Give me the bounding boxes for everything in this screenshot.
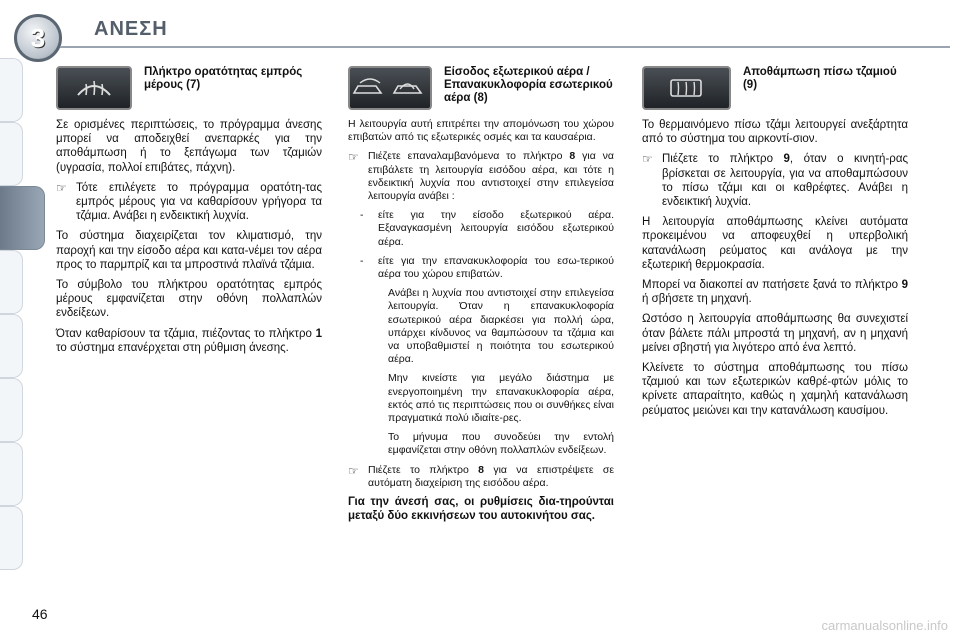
note-paragraph: Το μήνυμα που συνοδεύει την εντολή εμφανίζεται στην οθόνη πολλαπλών ενδείξεων. (388, 431, 614, 457)
text-run: Πιέζετε επαναλαμβανόμενα το πλήκτρο (368, 150, 570, 163)
paragraph: Κλείνετε το σύστημα αποθάμπωσης του πίσω τζαμιού και των εξωτερικών καθρέ-φτών μόλις το κρίνετε απαραίτητο, καθώς η χαμηλή κατανάλωση ρεύματος μειώνει και την κατανάλωση καυσίμου. (642, 362, 908, 417)
chapter-tab[interactable] (0, 506, 23, 570)
instruction-item (56, 181, 322, 224)
chapter-tab[interactable] (0, 58, 23, 122)
chapter-tab[interactable] (0, 250, 23, 314)
recirculation-button-image (348, 66, 432, 110)
pointing-hand-icon: ☞ (642, 152, 653, 167)
paragraph: Το σύμβολο του πλήκτρου ορατότητας εμπρός μέρους εμφανίζεται στην οθόνη πολλαπλών ενδείξεων. (56, 279, 322, 320)
column-rear-demist (642, 66, 908, 424)
instruction-text: Τότε επιλέγετε το πρόγραμμα ορατότη-τας εμπρός μέρους για να καθαρίσουν γρήγορα τα τζάμια. Ανάβει η ενδεικτική λυχνία. (76, 181, 322, 223)
text-run: ή σβήσετε τη μηχανή. (642, 293, 752, 306)
rear-demist-button-image (642, 66, 731, 110)
paragraph: Το σύστημα διαχειρίζεται τον κλιματισμό, την παροχή και την είσοδο αέρα και κατα-νέμει τον αέρα προς το παρμπρίζ και τα μπροστινά πλαϊνά τζάμια. (56, 230, 322, 271)
page-number: 46 (32, 606, 48, 622)
button-number: 9 (783, 153, 790, 166)
paragraph (56, 327, 322, 355)
paragraph: Το θερμαινόμενο πίσω τζάμι λειτουργεί ανεξάρτητα από το σύστημα του αιρκοντί-σιον. (642, 119, 908, 146)
text-run: , όταν ο κινητή-ρας βρίσκεται σε λειτουργία, για να αποθαμπώσουν το πίσω τζάμι και οι καθρέφτες. Ανάβει η ενδεικτική λυχνία. (662, 153, 909, 209)
chapter-tab[interactable] (0, 122, 23, 186)
chapter-tab[interactable] (0, 378, 23, 442)
button-number: 8 (569, 150, 576, 163)
chapter-tab[interactable] (0, 442, 23, 506)
front-demist-icon (74, 75, 114, 101)
pointing-hand-icon: ☞ (348, 463, 359, 478)
text-run: για να επιβάλετε τη λειτουργία εισόδου αέρα, και τότε η ενδεικτική λυχνία που αντιστοιχεί στην επιλεγείσα λειτουργία ανάβει : (368, 150, 615, 203)
note-paragraph: Ανάβει η λυχνία που αντιστοιχεί στην επιλεγείσα λειτουργία. Όταν η επανακυκλοφορία εσωτερικού αέρα διαρκέσει για πολλή ώρα, υπάρχει κίνδυνος να θαμπώσουν τα τζάμια και να υποβαθμιστεί η ποιότητα του εσωτερικού αέρα. (388, 287, 614, 366)
button-number: 9 (901, 279, 908, 292)
chapter-tabs (0, 0, 26, 640)
header-divider (60, 46, 950, 48)
pointing-hand-icon: ☞ (348, 150, 359, 165)
option-item: - είτε για την επανακυκλοφορία του εσω-τερικού αέρα του χώρου επιβατών. (360, 254, 614, 281)
chapter-tab-active[interactable] (0, 186, 45, 250)
paragraph: Σε ορισμένες περιπτώσεις, το πρόγραμμα άνεσης μπορεί να αποδειχθεί ανεπαρκές για την αποθάμπωση ή το ξεπάγωμα των τζαμιών (υγρασία, πολλοί επιβάτες, πάχνη). (56, 119, 322, 174)
instruction-item (348, 150, 614, 203)
paragraph: Ωστόσο η λειτουργία αποθάμπωσης θα συνεχιστεί όταν βάλετε πάλι μπροστά τη μηχανή, αν η μηχανή μείνει σβηστή για λιγότερο από ένα λεπτό. (642, 313, 908, 354)
instruction-text (368, 150, 614, 203)
text-run: Πιέζετε το πλήκτρο (662, 153, 784, 166)
section-heading: Είσοδος εξωτερικού αέρα / Επανακυκλοφορία εσωτερικού αέρα (8) (444, 66, 613, 104)
column-front-visibility (56, 66, 322, 361)
instruction-text (662, 152, 908, 209)
text-run: το σύστημα επανέρχεται στη ρύθμιση άνεσης. (56, 341, 289, 354)
pointing-hand-icon: ☞ (56, 180, 67, 195)
rear-demist-icon (666, 75, 706, 101)
button-number: 8 (478, 463, 484, 476)
instruction-text (368, 464, 614, 490)
note-paragraph: Μην κινείστε για μεγάλο διάστημα με ενεργοποιημένη την επανακυκλοφορία αέρα, εκτός από τις περιπτώσεις που οι συνθήκες είναι πραγματικά πολύ ιδιαίτε-ρες. (388, 372, 614, 425)
instruction-item (642, 152, 908, 209)
chapter-tab[interactable] (0, 314, 23, 378)
section-heading: Αποθάμπωση πίσω τζαμιού (9) (742, 66, 897, 91)
closing-note: Για την άνεσή σας, οι ρυθμίσεις δια-τηρούνται μεταξύ δύο εκκινήσεων του αυτοκινήτου σας. (348, 496, 614, 522)
text-run: Πιέζετε το πλήκτρο (368, 463, 479, 476)
text-run: για να επιστρέψετε σε αυτόματη διαχείριση της εισόδου αέρα. (368, 463, 615, 489)
instruction-item (348, 464, 614, 490)
option-item: - είτε για την είσοδο εξωτερικού αέρα. Εξαναγκασμένη λειτουργία εισόδου εξωτερικού αέρα. (360, 209, 614, 248)
watermark: carmanualsonline.info (821, 618, 948, 633)
text-run: Μπορεί να διακοπεί αν πατήσετε ξανά το πλήκτρο (642, 279, 902, 292)
paragraph: Η λειτουργία αποθάμπωσης κλείνει αυτόματα προκειμένου να αποφευχθεί η υπερβολική κατανάλωση ρεύματος και ανάλογα με την εξωτερική θερμοκρασία. (642, 216, 908, 271)
text-run: Όταν καθαρίσουν τα τζάμια, πιέζοντας το πλήκτρο (56, 327, 316, 340)
button-number: 1 (315, 327, 322, 340)
chapter-title: ΑΝΕΣΗ (94, 18, 168, 40)
section-heading: Πλήκτρο ορατότητας εμπρός μέρους (7) (143, 66, 303, 91)
column-air-recirculation (348, 66, 614, 529)
car-air-icon (350, 75, 430, 101)
paragraph (642, 278, 908, 306)
chapter-number-badge: 3 (14, 14, 62, 62)
option-text: είτε για την είσοδο εξωτερικού αέρα. Εξαναγκασμένη λειτουργία εισόδου εξωτερικού αέρα. (378, 209, 614, 248)
front-demist-button-image (56, 66, 132, 110)
option-text: είτε για την επανακυκλοφορία του εσω-τερικού αέρα του χώρου επιβατών. (378, 254, 614, 281)
paragraph: Η λειτουργία αυτή επιτρέπει την απομόνωση του χώρου επιβατών από τις εξωτερικές οσμές και τα καυσαέρια. (348, 118, 614, 144)
